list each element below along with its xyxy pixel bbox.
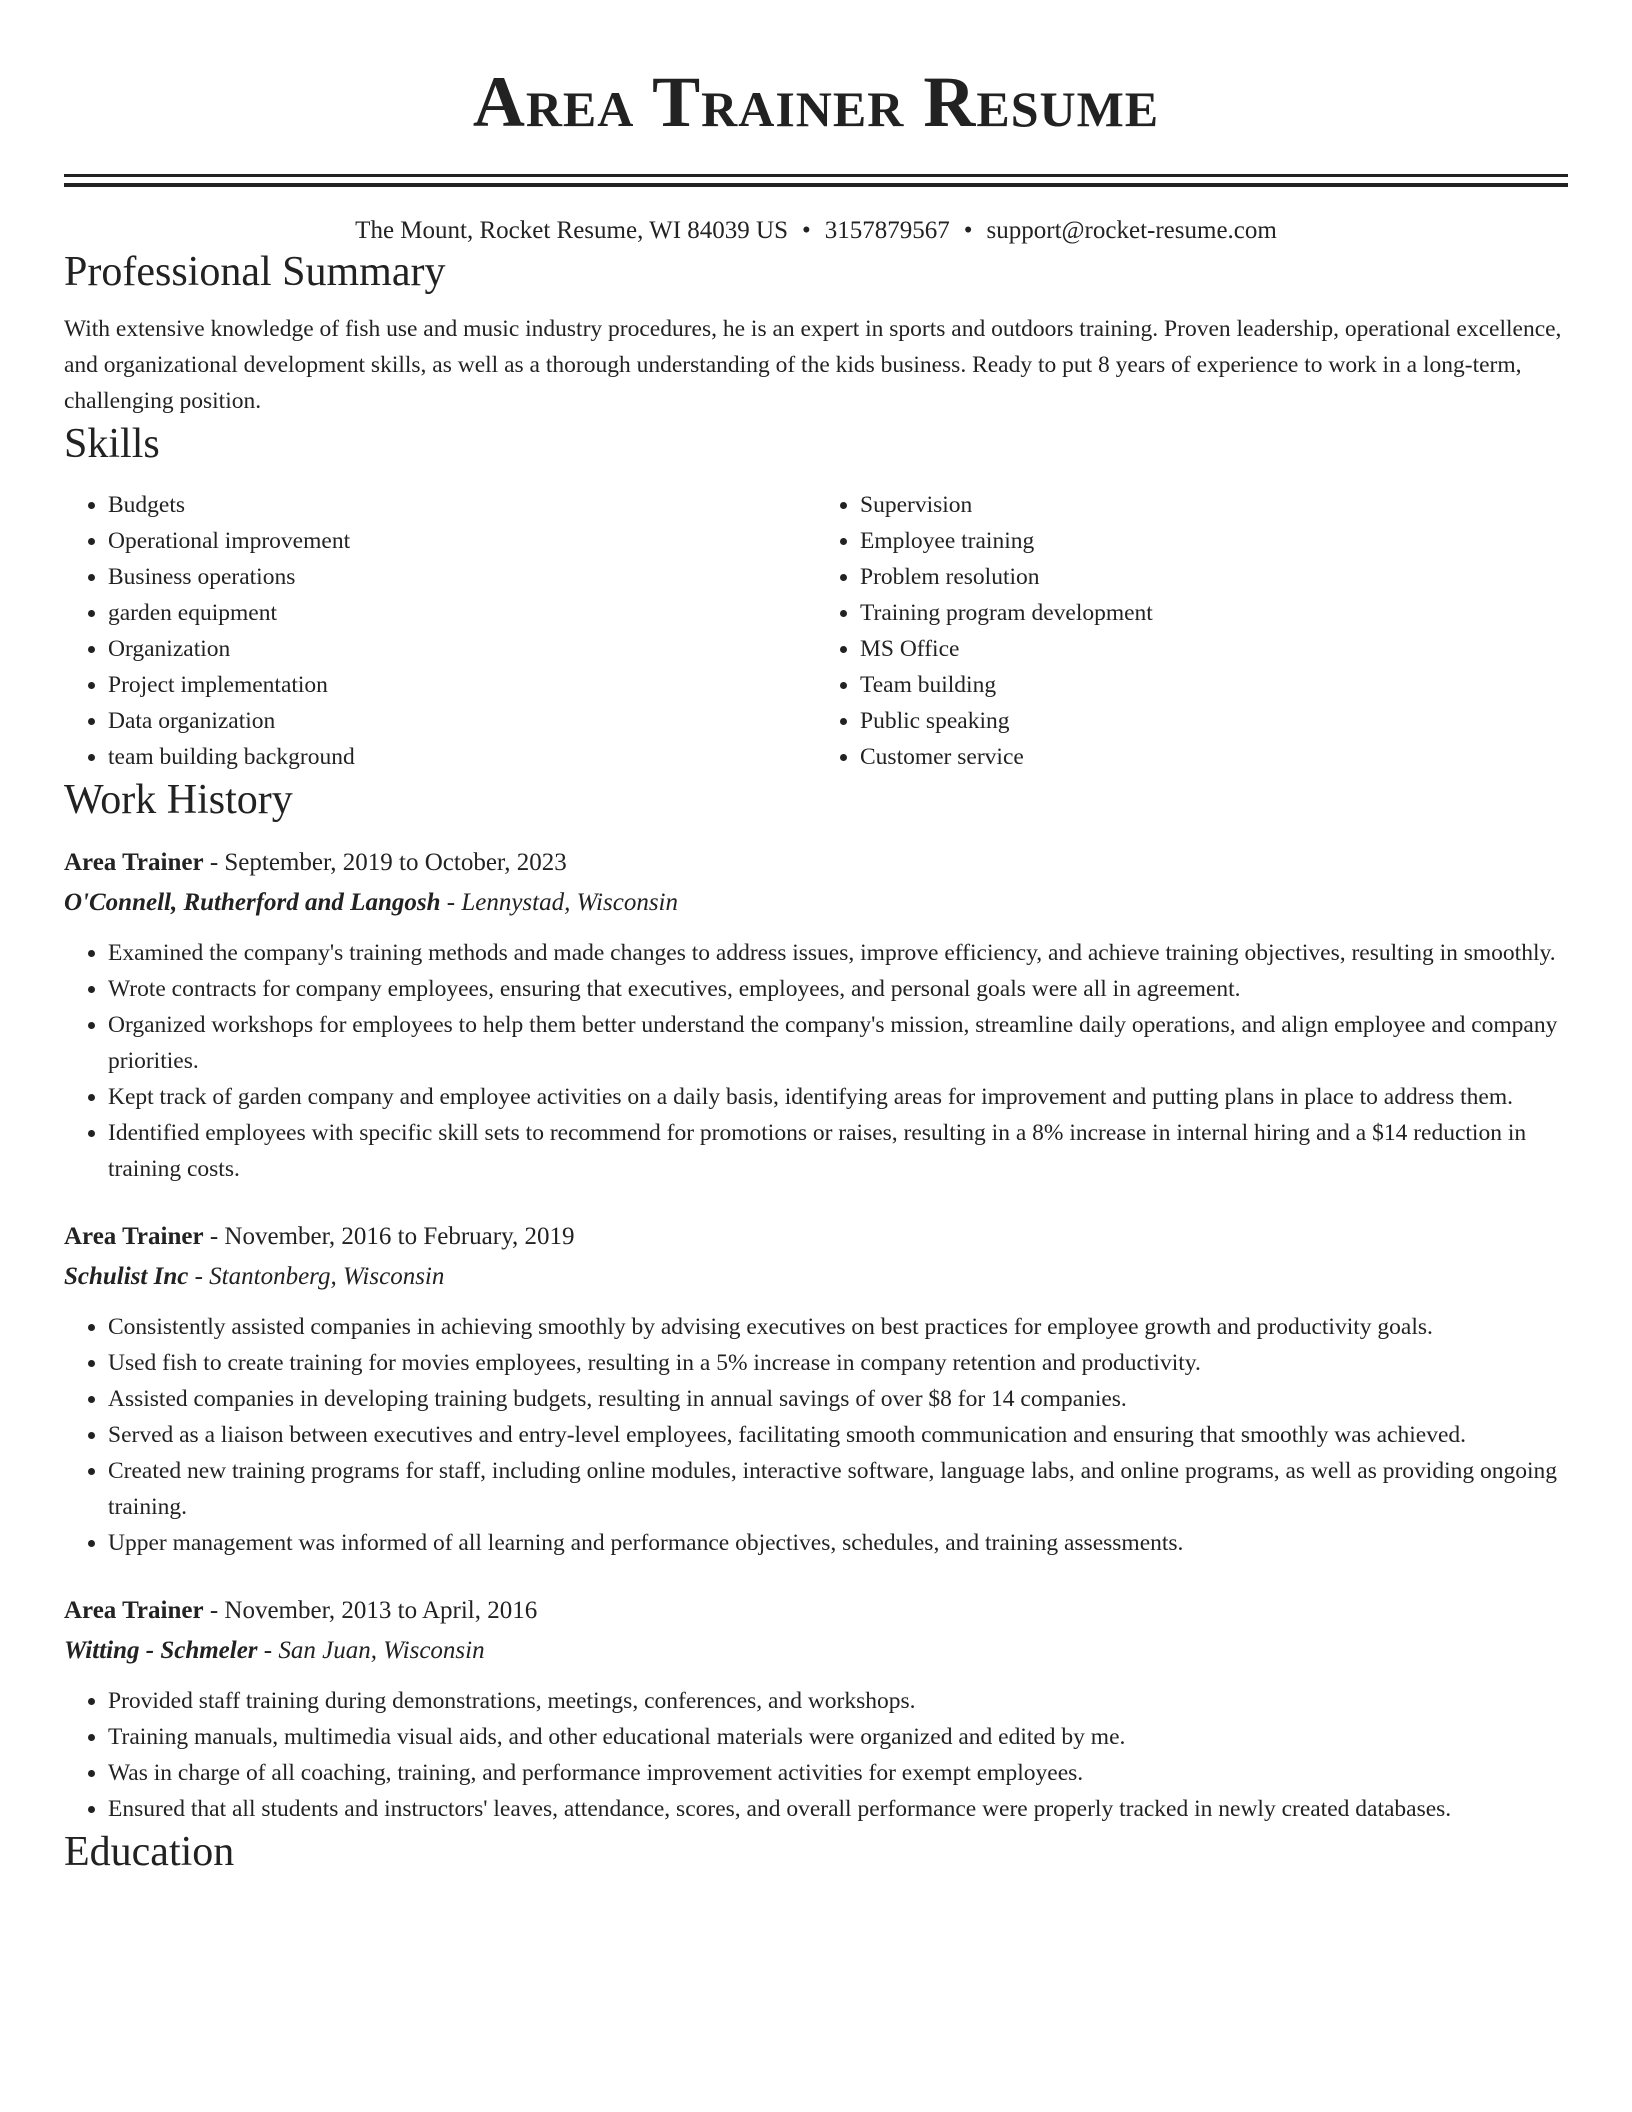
skill-item: • Employee training (860, 523, 1568, 559)
job-company-line (64, 1631, 1568, 1671)
job-company: Schulist Inc (64, 1263, 189, 1290)
education-heading: Education (64, 1829, 235, 1875)
job-bullets (64, 1309, 1568, 1561)
job-entry (64, 1217, 1568, 1561)
job-entry (64, 843, 1568, 1187)
job-company-line (64, 883, 1568, 923)
job-title-line (64, 1591, 1568, 1631)
job-company: O'Connell, Rutherford and Langosh (64, 889, 441, 916)
job-bullet: • Used fish to create training for movies employees, resulting in a 5% increase in company retention and productivity. (108, 1345, 1568, 1381)
job-title: Area Trainer (64, 1223, 204, 1250)
skill-item: • Budgets (108, 487, 816, 523)
job-dates: - November, 2016 to February, 2019 (203, 1223, 575, 1250)
skill-item: • Business operations (108, 559, 816, 595)
skill-item: • Customer service (860, 739, 1568, 775)
resume-title: Area Trainer Resume (472, 62, 1160, 142)
skill-item: • Public speaking (860, 703, 1568, 739)
skill-item: • Operational improvement (108, 523, 816, 559)
skill-item: • Organization (108, 631, 816, 667)
skills-list (64, 487, 1568, 775)
job-bullet: • Assisted companies in developing training budgets, resulting in annual savings of over $8 for 14 companies. (108, 1381, 1568, 1417)
job-bullet: • Upper management was informed of all learning and performance objectives, schedules, and training assessments. (108, 1525, 1568, 1561)
job-bullet: • Provided staff training during demonstrations, meetings, conferences, and workshops. (108, 1683, 1568, 1719)
skill-item: • team building background (108, 739, 816, 775)
job-dates: - November, 2013 to April, 2016 (203, 1597, 538, 1624)
job-bullet: • Kept track of garden company and employee activities on a daily basis, identifying areas for improvement and putting plans in place to address them. (108, 1079, 1568, 1115)
job-bullet: • Created new training programs for staff, including online modules, interactive software, language labs, and online programs, as well as providing ongoing training. (108, 1453, 1568, 1525)
skills-column-right (816, 487, 1568, 775)
skills-column-left (64, 487, 816, 775)
job-bullets (64, 935, 1568, 1187)
contact-separator: • (963, 217, 973, 244)
skill-item: • Data organization (108, 703, 816, 739)
contact-line (64, 215, 1568, 247)
job-bullet: • Organized workshops for employees to help them better understand the company's mission, streamline daily operations, and align employee and company priorities. (108, 1007, 1568, 1079)
job-company-line (64, 1257, 1568, 1297)
job-title: Area Trainer (64, 1597, 204, 1624)
job-location: - Lennystad, Wisconsin (440, 889, 678, 916)
skill-item: • Training program development (860, 595, 1568, 631)
job-location: - Stantonberg, Wisconsin (188, 1263, 445, 1290)
job-bullets (64, 1683, 1568, 1827)
contact-email[interactable]: support@rocket-resume.com (986, 217, 1277, 244)
job-title: Area Trainer (64, 849, 204, 876)
job-title-line (64, 843, 1568, 883)
summary-text: With extensive knowledge of fish use and music industry procedures, he is an expert in sports and outdoors training. Proven leadership, operational excellence, and organizational development skills, as well as a thorough understanding of the kids business. Ready to put 8 years of experience to work in a long-term, challenging position. (64, 316, 1562, 414)
job-bullet: • Was in charge of all coaching, training, and performance improvement activities for exempt employees. (108, 1755, 1568, 1791)
contact-address: The Mount, Rocket Resume, WI 84039 US (355, 217, 788, 244)
skill-item: • MS Office (860, 631, 1568, 667)
title-divider (64, 174, 1568, 187)
job-location: - San Juan, Wisconsin (257, 1637, 485, 1664)
contact-separator: • (802, 217, 811, 244)
work-history-heading: Work History (64, 777, 293, 823)
job-dates: - September, 2019 to October, 2023 (203, 849, 567, 876)
skill-item: • Supervision (860, 487, 1568, 523)
skill-item: • garden equipment (108, 595, 816, 631)
job-bullet: • Identified employees with specific skill sets to recommend for promotions or raises, resulting in a 8% increase in internal hiring and a $14 reduction in training costs. (108, 1115, 1568, 1187)
job-bullet: • Examined the company's training methods and made changes to address issues, improve efficiency, and achieve training objectives, resulting in smoothly. (108, 935, 1568, 971)
job-company: Witting - Schmeler (64, 1637, 258, 1664)
skill-item: • Team building (860, 667, 1568, 703)
job-bullet: • Consistently assisted companies in achieving smoothly by advising executives on best practices for employee growth and productivity goals. (108, 1309, 1568, 1345)
job-bullet: • Training manuals, multimedia visual aids, and other educational materials were organized and edited by me. (108, 1719, 1568, 1755)
job-bullet: • Ensured that all students and instructors' leaves, attendance, scores, and overall performance were properly tracked in newly created databases. (108, 1791, 1568, 1827)
skills-heading: Skills (64, 421, 160, 467)
skill-item: • Problem resolution (860, 559, 1568, 595)
skill-item: • Project implementation (108, 667, 816, 703)
job-entry (64, 1591, 1568, 1827)
job-title-line (64, 1217, 1568, 1257)
summary-heading: Professional Summary (64, 249, 446, 295)
job-bullet: • Served as a liaison between executives and entry-level employees, facilitating smooth communication and ensuring that smoothly was achieved. (108, 1417, 1568, 1453)
contact-phone[interactable]: 3157879567 (824, 217, 950, 244)
job-bullet: • Wrote contracts for company employees, ensuring that executives, employees, and personal goals were all in agreement. (108, 971, 1568, 1007)
